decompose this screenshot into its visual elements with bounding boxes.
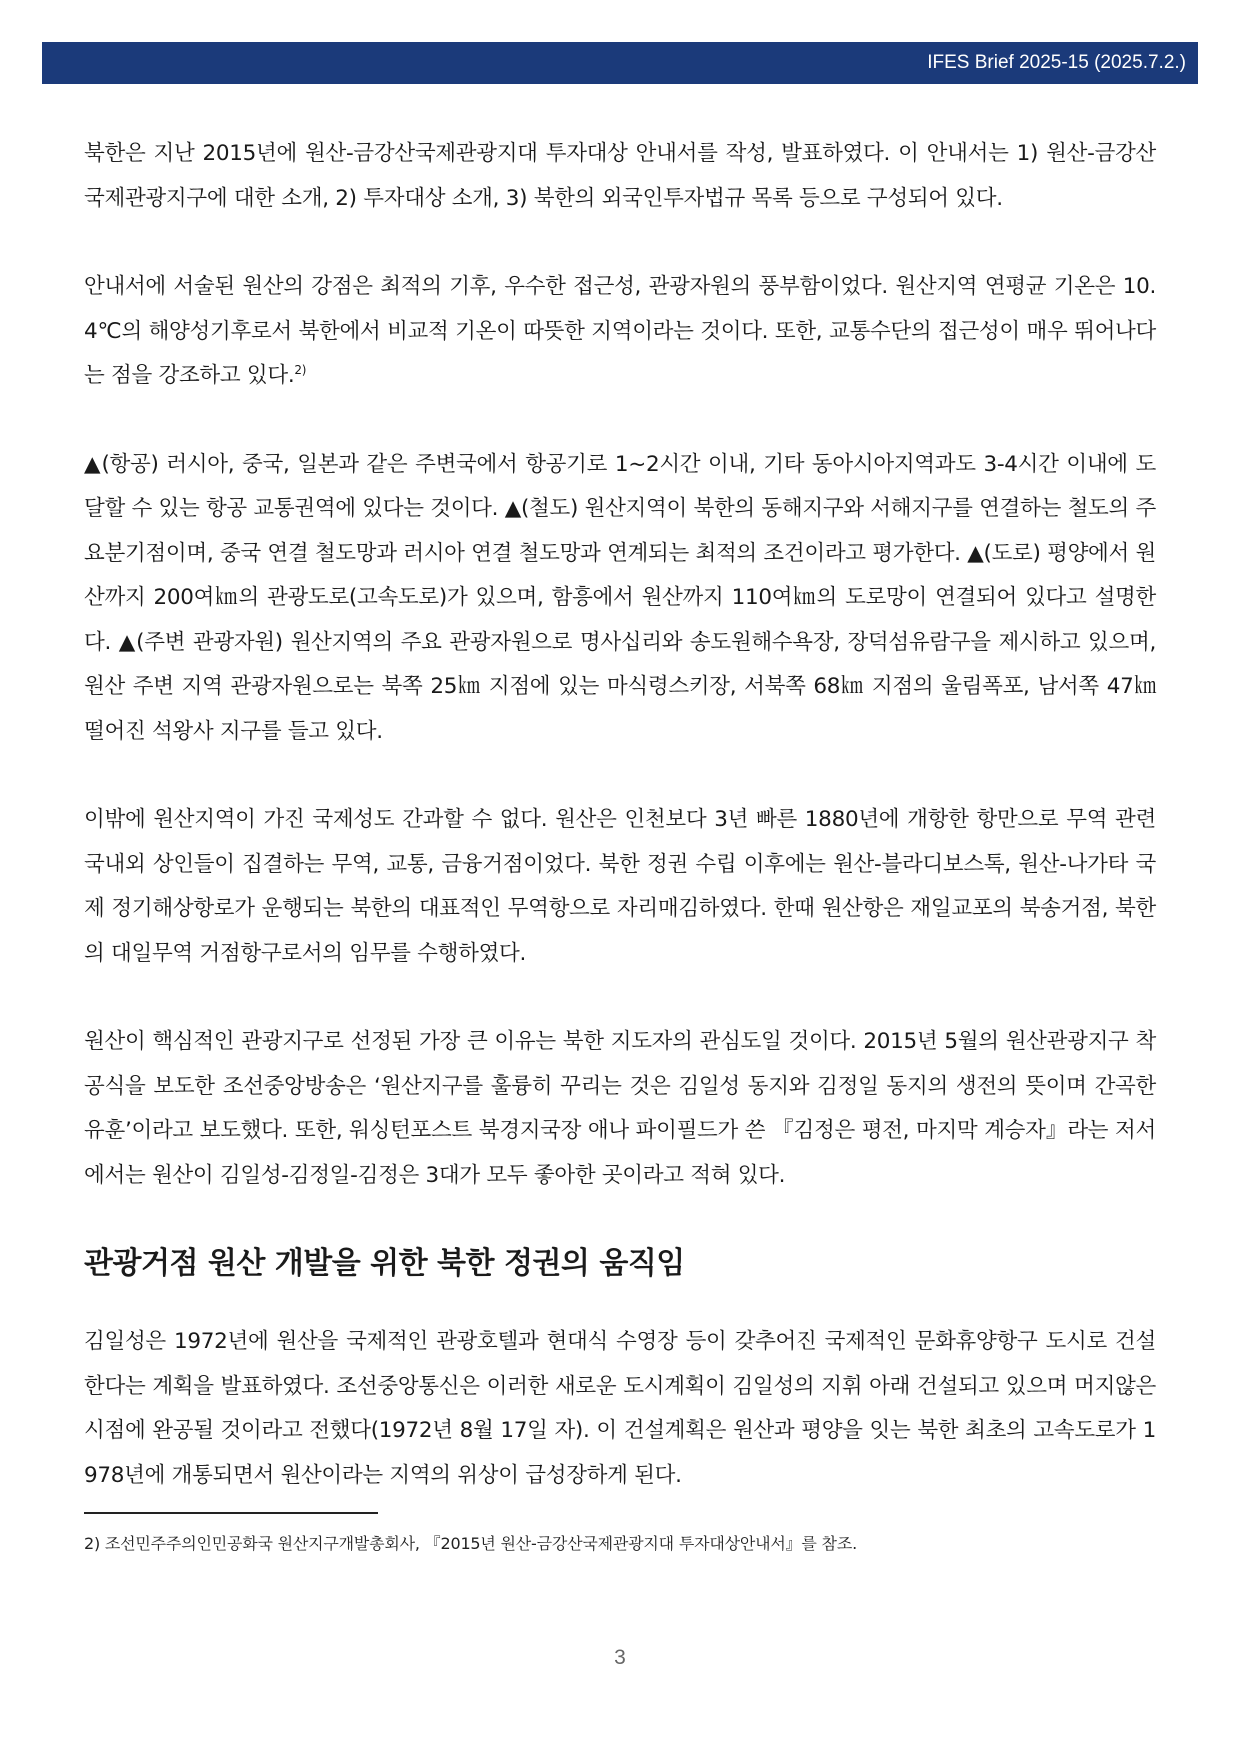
section-heading: 관광거점 원산 개발을 위한 북한 정권의 움직임 [84, 1246, 685, 1281]
body-paragraph [84, 265, 1156, 399]
page-content [84, 132, 1156, 1542]
paragraph-text: 안내서에 서술된 원산의 강점은 최적의 기후, 우수한 접근성, 관광자원의 풍부함이었다. 원산지역 연평균 기온은 10.4℃의 해양성기후로서 북한에서 비교적 기온이 따뜻한 지역이라는 것이다. 또한, 교통수단의 접근성이 매우 뛰어나다는 점을 강조하고 있다. [84, 274, 1156, 388]
footnote-text: 2) 조선민주주의인민공화국 원산지구개발총회사, 『2015년 원산-금강산국제관광지대 투자대상안내서』를 참조. [84, 1534, 857, 1553]
section-paragraph: 김일성은 1972년에 원산을 국제적인 관광호텔과 현대식 수영장 등이 갖추어진 국제적인 문화휴양항구 도시로 건설한다는 계획을 발표하였다. 조선중앙통신은 이러한 새로운 도시계획이 김일성의 지휘 아래 건설되고 있으며 머지않은 시점에 완공될 것이라고 전했다(1972년 8월 17일 자). 이 건설계획은 원산과 평양을 잇는 북한 최초의 고속도로가 1978년에 개통되면서 원산이라는 지역의 위상이 급성장하게 된다. [84, 1329, 1156, 1488]
footnote-divider [84, 1512, 378, 1514]
body-paragraph: 이밖에 원산지역이 가진 국제성도 간과할 수 없다. 원산은 인천보다 3년 빠른 1880년에 개항한 항만으로 무역 관련 국내외 상인들이 집결하는 무역, 교통, 금융거점이었다. 북한 정권 수립 이후에는 원산-블라디보스톡, 원산-나가타 국제 정기해상항로가 운행되는 북한의 대표적인 무역항으로 자리매김하였다. 한때 원산항은 재일교포의 북송거점, 북한의 대일무역 거점항구로서의 임무를 수행하였다. [84, 807, 1156, 966]
document-series-title: IFES Brief 2025-15 (2025.7.2.) [927, 52, 1186, 73]
body-paragraph: ▲(항공) 러시아, 중국, 일본과 같은 주변국에서 항공기로 1~2시간 이내, 기타 동아시아지역과도 3-4시간 이내에 도달할 수 있는 항공 교통권역에 있다는 것이다. ▲(철도) 원산지역이 북한의 동해지구와 서해지구를 연결하는 철도의 주요분기점이며, 중국 연결 철도망과 러시아 연결 철도망과 연계되는 최적의 조건이라고 평가한다. ▲(도로) 평양에서 원산까지 200여㎞의 관광도로(고속도로)가 있으며, 함흥에서 원산까지 110여㎞의 도로망이 연결되어 있다고 설명한다. ▲(주변 관광자원) 원산지역의 주요 관광자원으로 명사십리와 송도원해수욕장, 장덕섬유람구을 제시하고 있으며, 원산 주변 지역 관광자원으로는 북쪽 25㎞ 지점에 있는 마식령스키장, 서북쪽 68㎞ 지점의 울림폭포, 남서쪽 47㎞ 떨어진 석왕사 지구를 들고 있다. [84, 451, 1157, 744]
body-paragraph: 북한은 지난 2015년에 원산-금강산국제관광지대 투자대상 안내서를 작성, 발표하였다. 이 안내서는 1) 원산-금강산국제관광지구에 대한 소개, 2) 투자대상 소개, 3) 북한의 외국인투자법규 목록 등으로 구성되어 있다. [84, 141, 1156, 211]
body-paragraph: 원산이 핵심적인 관광지구로 선정된 가장 큰 이유는 북한 지도자의 관심도일 것이다. 2015년 5월의 원산관광지구 착공식을 보도한 조선중앙방송은 ‘원산지구를 훌륭히 꾸리는 것은 김일성 동지와 김정일 동지의 생전의 뜻이며 간곡한 유훈’이라고 보도했다. 또한, 워싱턴포스트 북경지국장 애나 파이필드가 쓴 『김정은 평전, 마지막 계승자』라는 저서에서는 원산이 김일성-김정일-김정은 3대가 모두 좋아한 곳이라고 적혀 있다. [84, 1029, 1156, 1188]
header-bar [42, 42, 1198, 84]
footnote-reference[interactable]: 2) [294, 362, 307, 377]
page-number: 3 [614, 1646, 626, 1669]
